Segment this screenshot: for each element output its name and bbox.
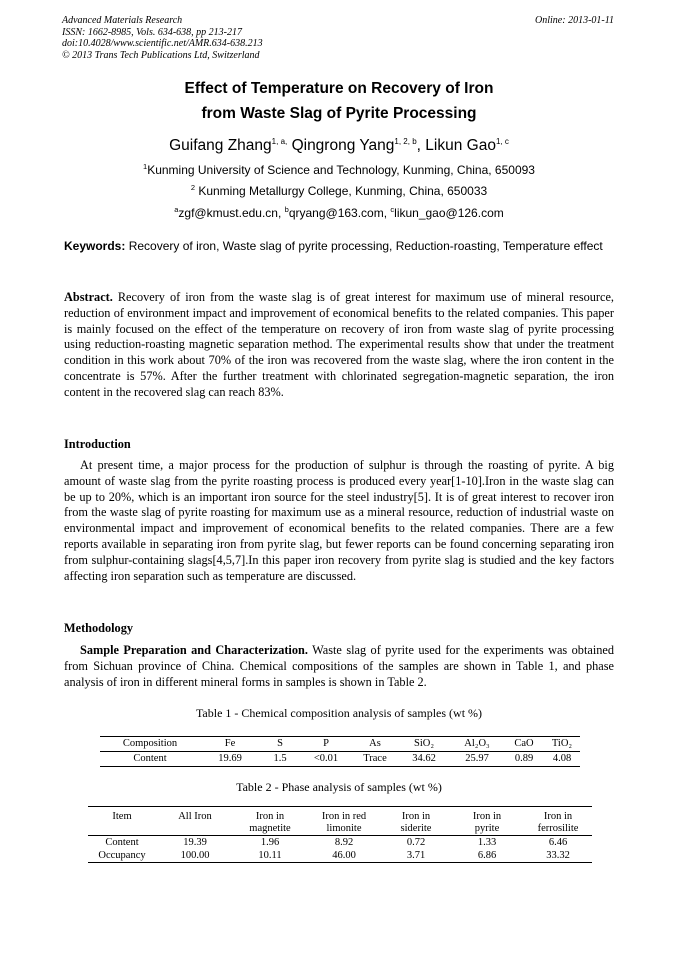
table-cell: 10.11 <box>258 849 282 861</box>
header-line: All Iron <box>178 811 212 822</box>
table-cell: 25.97 <box>465 753 489 764</box>
methodology-heading: Methodology <box>64 621 133 635</box>
header-line: siderite <box>400 823 432 834</box>
author-list <box>0 137 678 155</box>
header-line: Iron in <box>472 811 502 822</box>
introduction-body <box>64 458 614 584</box>
table-cell: 6.86 <box>477 849 497 861</box>
online-date: Online: 2013-01-11 <box>535 15 614 26</box>
header-line: pyrite <box>474 823 500 834</box>
table-header-cell: As <box>352 737 398 752</box>
table1-composition <box>100 736 580 767</box>
header-line: magnetite <box>249 823 291 834</box>
affiliation-text: Kunming Metallurgy College, Kunming, China, 650033 <box>198 184 488 198</box>
table-header-cell: S <box>260 737 300 752</box>
table-header-cell: Al₂O₃ <box>450 737 504 752</box>
email-marker: b <box>284 205 289 214</box>
table-row <box>88 836 592 850</box>
affiliation-marker: 2 <box>190 183 195 192</box>
author-name: Qingrong Yang <box>291 137 395 154</box>
journal-name: Advanced Materials Research <box>62 15 183 26</box>
methodology-body <box>64 643 614 690</box>
table-header-row <box>88 807 592 836</box>
email-marker: a <box>174 205 179 214</box>
doi-line: doi:10.4028/www.scientific.net/AMR.634-638.213 <box>62 38 263 49</box>
table-header-cell: TiO₂ <box>544 737 580 752</box>
header-line: Item <box>112 811 132 822</box>
author-name: Guifang Zhang <box>169 137 272 154</box>
author-affiliation-marker: 1, 2, b <box>394 137 417 146</box>
email-marker: c <box>390 205 395 214</box>
table-cell: Content <box>133 753 167 764</box>
table-cell: 0.89 <box>514 753 534 764</box>
header-line: limonite <box>326 823 362 834</box>
table-header-cell <box>382 807 450 836</box>
table-cell: <0.01 <box>313 753 339 764</box>
table-row <box>88 849 592 863</box>
author-name: Likun Gao <box>425 137 496 154</box>
table-header-cell: Composition <box>100 737 200 752</box>
table-cell: 19.69 <box>218 753 242 764</box>
abstract-block <box>64 290 614 401</box>
table-cell: 0.72 <box>406 836 426 848</box>
affiliation-1 <box>0 163 678 177</box>
table-cell: 100.00 <box>180 849 210 861</box>
header-line: Iron in red <box>321 811 367 822</box>
paper-title-line-1: Effect of Temperature on Recovery of Iron <box>184 80 494 97</box>
abstract-text: Recovery of iron from the waste slag is of great interest for maximum use of mineral resource, reduction of environment impact and improvement of economical benefits to the related companies. This paper is mainly focused on the effect of the temperature on recovery of iron from waste slag of pyrite processing using reduction-roasting magnetic separation method. The experimental results show that under the treatment condition in this work about 70% of the iron was recovered from the waste slag, where the iron content in the concentrate is 57%. After the further treatment with chlorinated segregation-magnetic separation, the iron content in the recovered slag can reach 83%. <box>64 290 614 399</box>
email-c[interactable]: likun_gao@126.com <box>394 206 504 220</box>
table-cell: 1.5 <box>273 753 287 764</box>
journal-header <box>62 15 263 61</box>
author-separator: , <box>416 137 426 154</box>
table-cell: 46.00 <box>332 849 356 861</box>
keywords-block <box>64 239 614 255</box>
table2-caption: Table 2 - Phase analysis of samples (wt %) <box>236 780 442 794</box>
introduction-paragraph: At present time, a major process for the production of sulphur is through the roasting of pyrite. A big amount of waste slag from the pyrite roasting process is produced every year[1-10].Iron in the waste slag can be up to 20%, which is an important iron source for the steel industry[5]. It is of great interest to recover iron from the waste slag of pyrite roasting for maximum use as a mineral resource, reduction of industrial waste on environmental impact and improvement of economical benefits to the related companies. There are a few reports available in separating iron from pyrite slag, but fewer reports can be found concerning separating iron from sulphur-containing slags[4,5,7].In this paper iron recovery from pyrite slag is studied and the key factors affecting iron separation such as temperature are discussed. <box>64 458 614 583</box>
table-header-cell <box>88 807 156 836</box>
table-cell: 1.33 <box>477 836 497 848</box>
table-header-cell <box>450 807 524 836</box>
table-cell: 3.71 <box>406 849 426 861</box>
table-cell: Content <box>105 836 139 848</box>
table-header-row <box>100 737 580 752</box>
table-header-cell <box>306 807 382 836</box>
keywords-text: Recovery of iron, Waste slag of pyrite processing, Reduction-roasting, Temperature effect <box>128 239 603 253</box>
table-cell: 33.32 <box>546 849 570 861</box>
author-emails <box>0 206 678 220</box>
header-line: ferrosilite <box>537 823 579 834</box>
author-affiliation-marker: 1, a, <box>271 137 288 146</box>
methodology-paragraph: Waste slag of pyrite used for the experiments was obtained from Sichuan province of China. Chemical compositions of the samples are shown in Table 1, and phase analysis of iron in different mineral forms in samples is shown in Table 2. <box>64 643 614 689</box>
table-header-cell <box>156 807 234 836</box>
header-line: Iron in <box>401 811 431 822</box>
table-cell: Trace <box>363 753 387 764</box>
table-cell: 19.39 <box>183 836 207 848</box>
header-line: Iron in <box>255 811 285 822</box>
header-line: Iron in <box>543 811 573 822</box>
email-a[interactable]: zgf@kmust.edu.cn, <box>178 206 282 220</box>
table-cell: 6.46 <box>548 836 568 848</box>
table-header-cell <box>524 807 592 836</box>
keywords-label: Keywords: <box>64 239 126 253</box>
issn-line: ISSN: 1662-8985, Vols. 634-638, pp 213-217 <box>62 26 242 38</box>
copyright-line: © 2013 Trans Tech Publications Ltd, Switzerland <box>62 49 260 61</box>
table-cell: 8.92 <box>334 836 354 848</box>
table-row <box>100 752 580 767</box>
affiliation-text: Kunming University of Science and Technology, Kunming, China, 650093 <box>147 163 535 177</box>
table-cell: 1.96 <box>260 836 280 848</box>
email-b[interactable]: qryang@163.com, <box>288 206 388 220</box>
table-header-cell: Fe <box>200 737 260 752</box>
table-header-cell: CaO <box>504 737 544 752</box>
paper-title-line-2: from Waste Slag of Pyrite Processing <box>201 105 477 122</box>
table1-caption: Table 1 - Chemical composition analysis of samples (wt %) <box>195 706 483 720</box>
table-header-cell <box>234 807 306 836</box>
table2-phase-analysis <box>88 806 592 863</box>
subsection-label: Sample Preparation and Characterization. <box>80 643 308 657</box>
affiliation-2 <box>0 184 678 198</box>
table-cell: 4.08 <box>552 753 572 764</box>
table-cell: Occupancy <box>98 849 146 861</box>
affiliation-marker: 1 <box>143 162 148 171</box>
abstract-label: Abstract. <box>64 290 113 304</box>
table-cell: 34.62 <box>412 753 436 764</box>
table-header-cell: SiO₂ <box>398 737 450 752</box>
introduction-heading: Introduction <box>64 437 131 451</box>
table-header-cell: P <box>300 737 352 752</box>
author-affiliation-marker: 1, c <box>495 137 509 146</box>
